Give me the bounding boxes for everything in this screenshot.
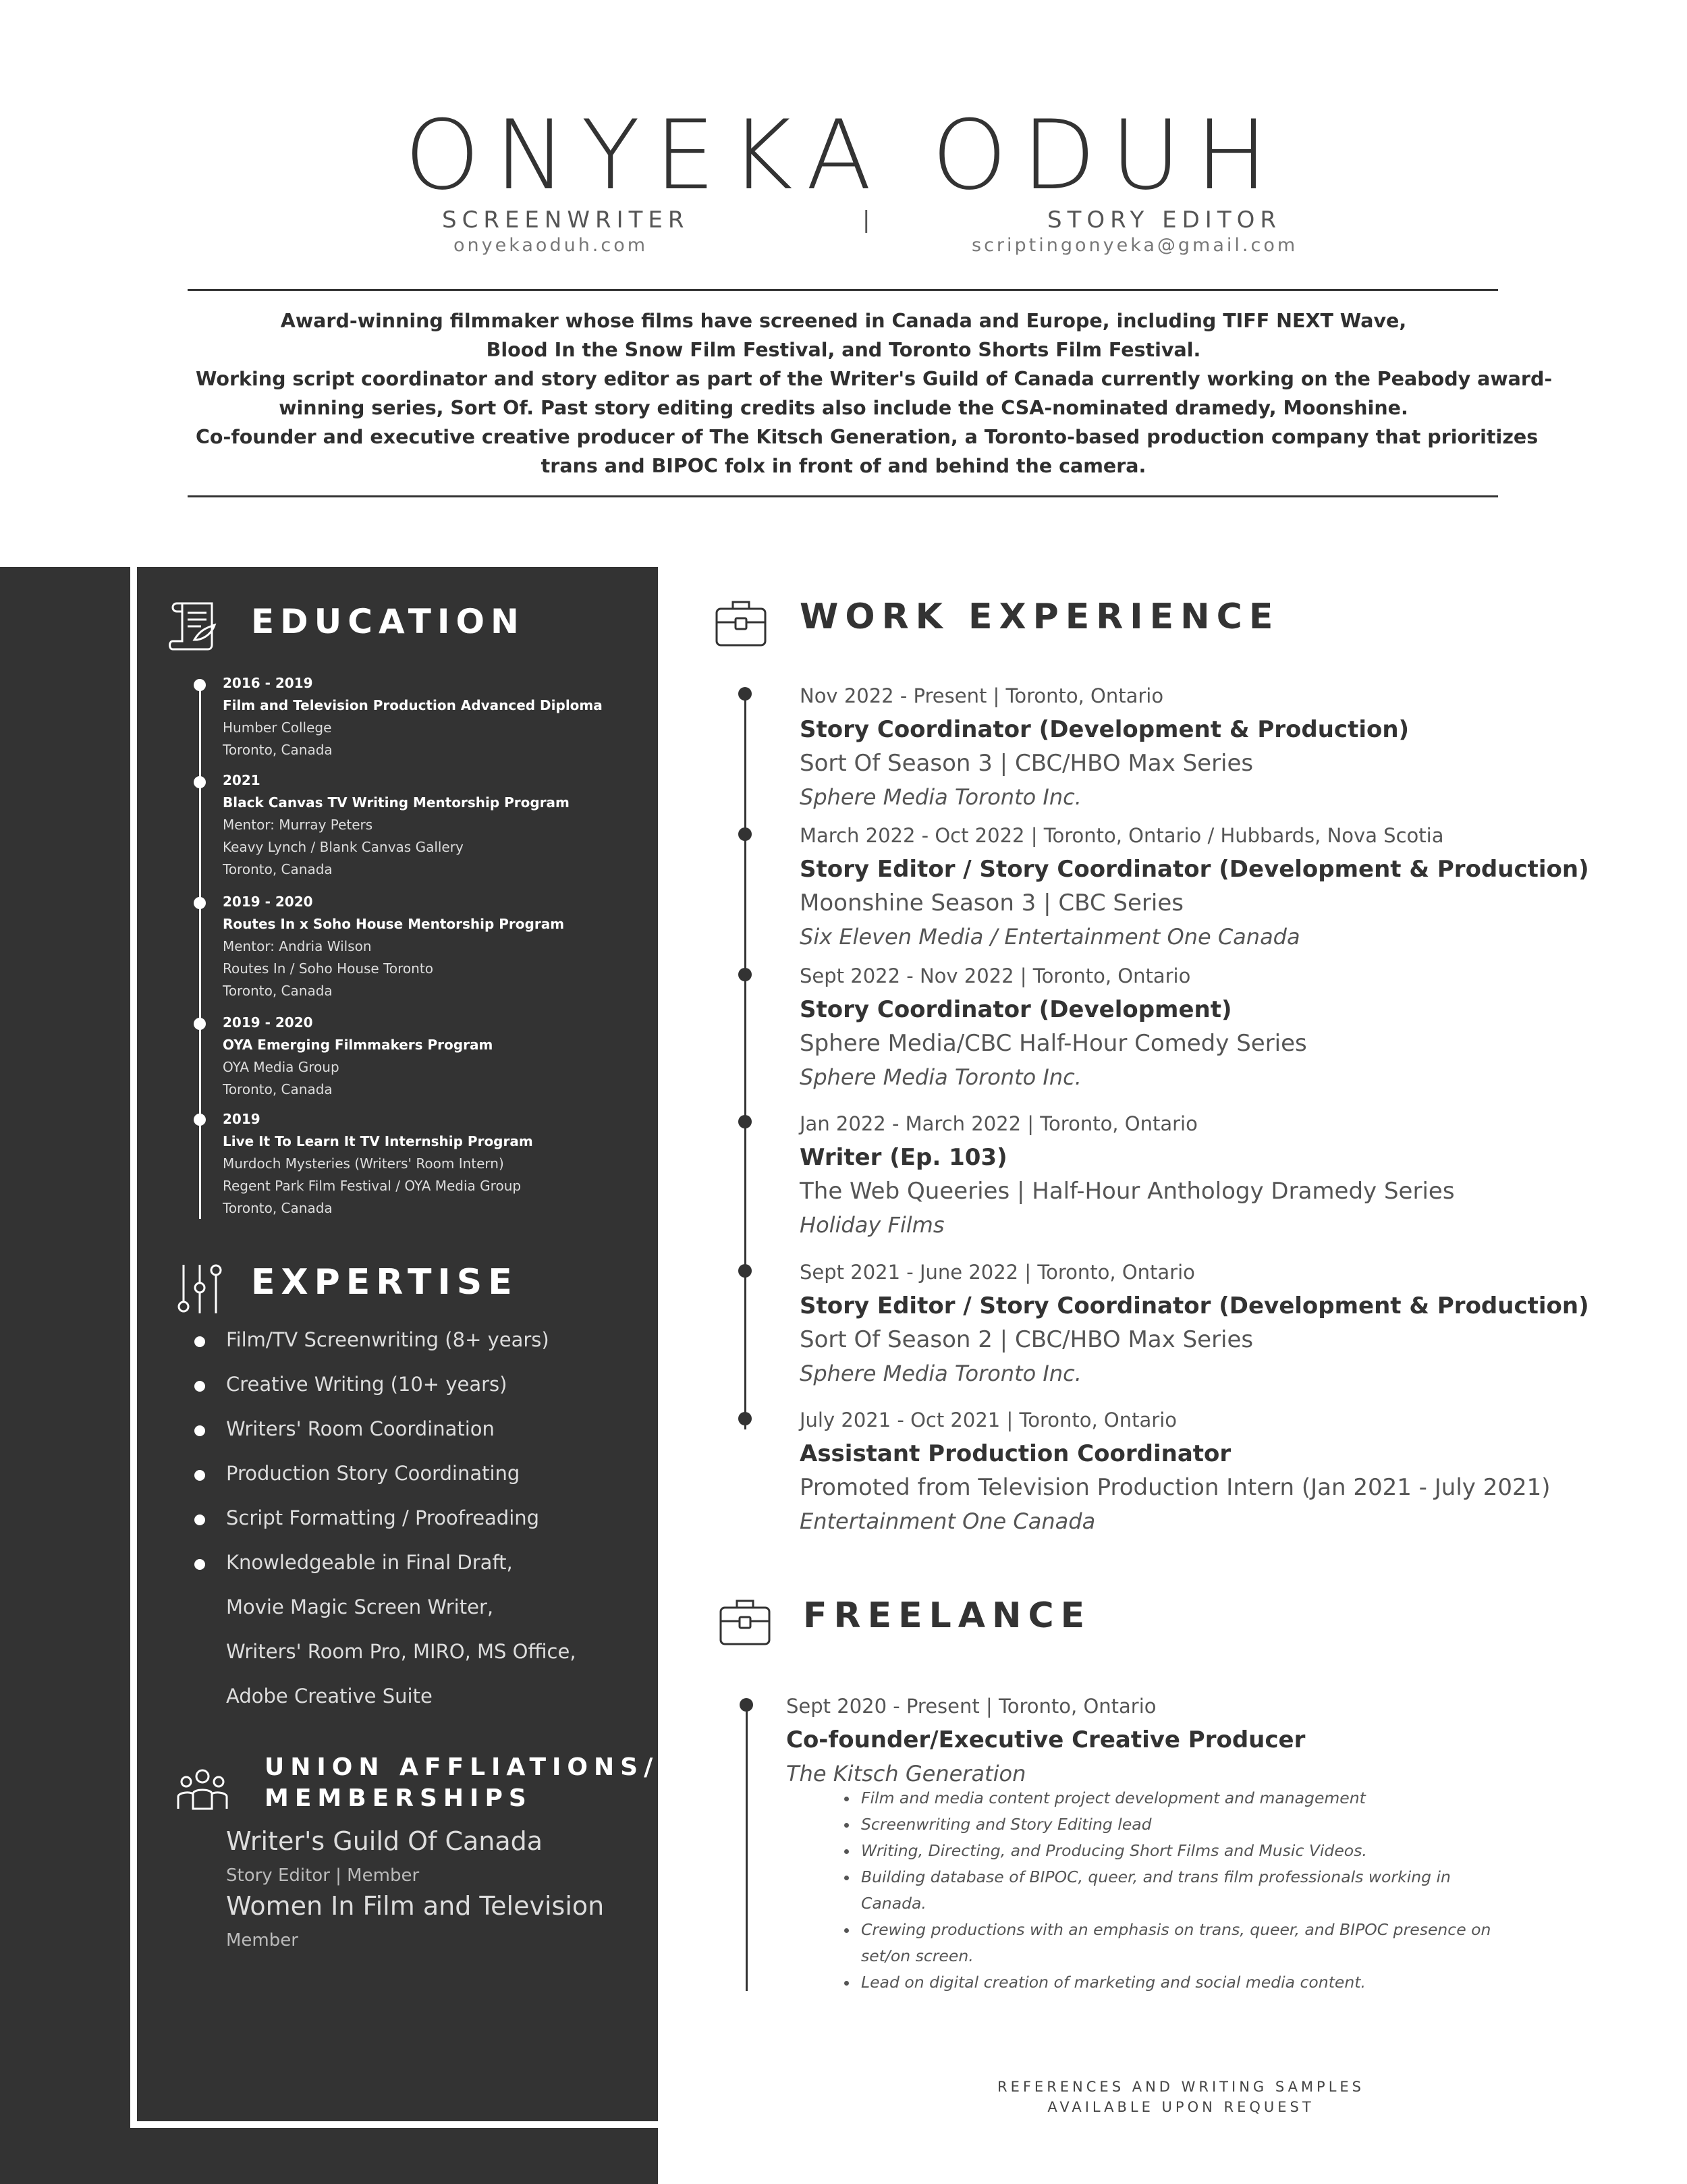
education-detail: Toronto, Canada (223, 742, 333, 758)
freelance-bullet: • Building database of BIPOC, queer, and trans film professionals working in Canada. (858, 1864, 1493, 1917)
education-title: Black Canvas TV Writing Mentorship Program (223, 794, 570, 811)
education-detail: Murdoch Mysteries (Writers' Room Intern) (223, 1155, 504, 1172)
job-entry (800, 959, 1307, 1094)
freelance-bullet: • Writing, Directing, and Producing Short Films and Music Videos. (858, 1838, 1493, 1864)
briefcase-icon (714, 598, 768, 648)
job-title: Assistant Production Coordinator (800, 1440, 1232, 1467)
timeline-dot (738, 827, 752, 841)
role-divider: | (862, 207, 870, 234)
footer-line: AVAILABLE UPON REQUEST (1047, 2099, 1315, 2115)
briefcase-icon (718, 1597, 772, 1647)
timeline-dot (738, 687, 752, 701)
job-company: Six Eleven Media / Entertainment One Canada (800, 924, 1300, 950)
education-detail: Regent Park Film Festival / OYA Media Group (223, 1178, 522, 1194)
scroll-quill-icon (167, 598, 219, 653)
email-link[interactable]: scriptingonyeka@gmail.com (972, 235, 1298, 256)
expertise-item: Creative Writing (10+ years) (226, 1373, 507, 1396)
education-entry (223, 672, 603, 761)
timeline-dot (738, 1412, 752, 1425)
summary (196, 306, 1553, 481)
job-description: The Web Queeries | Half-Hour Anthology Dramedy Series (800, 1178, 1455, 1205)
expertise-item-continued: Adobe Creative Suite (226, 1685, 433, 1708)
expertise-item-continued: Writers' Room Pro, MIRO, MS Office, (226, 1640, 576, 1663)
job-company: Entertainment One Canada (800, 1508, 1096, 1534)
work-timeline-line (744, 695, 746, 1429)
summary-line: Blood In the Snow Film Festival, and Toronto Shorts Film Festival. (486, 339, 1201, 361)
education-timeline-line (199, 682, 201, 1219)
summary-line: winning series, Sort Of. Past story editing credits also include the CSA-nominated dramedy, Moonshine. (279, 397, 1408, 419)
role-screenwriter: SCREENWRITER (442, 207, 690, 234)
job-title: Writer (Ep. 103) (800, 1144, 1007, 1171)
group-icon (177, 1768, 228, 1810)
education-heading: EDUCATION (251, 602, 525, 641)
timeline-dot (738, 1264, 752, 1278)
header-divider-bottom (188, 495, 1498, 497)
education-entry (223, 1108, 533, 1220)
unions-heading (265, 1752, 659, 1814)
freelance-company: The Kitsch Generation (786, 1761, 1026, 1786)
timeline-dot (194, 1018, 206, 1030)
education-entry (223, 891, 564, 1002)
footer-note (796, 2077, 1566, 2117)
education-entry (223, 769, 570, 881)
job-title: Story Editor / Story Coordinator (Development & Production) (800, 1292, 1589, 1319)
expertise-bullet (194, 1514, 205, 1525)
expertise-bullet (194, 1381, 205, 1392)
timeline-dot (194, 679, 206, 691)
education-years: 2019 - 2020 (223, 894, 313, 910)
job-description: Sort Of Season 3 | CBC/HBO Max Series (800, 750, 1254, 777)
freelance-bullet: • Crewing productions with an emphasis on trans, queer, and BIPOC presence on set/on screen. (858, 1917, 1493, 1969)
job-company: Sphere Media Toronto Inc. (800, 784, 1082, 810)
website-link[interactable]: onyekaoduh.com (453, 235, 648, 256)
education-detail: Toronto, Canada (223, 1200, 333, 1216)
job-dates: Nov 2022 - Present | Toronto, Ontario (800, 684, 1164, 707)
summary-line: Award-winning filmmaker whose films have screened in Canada and Europe, including TIFF NEXT Wave, (280, 310, 1407, 332)
timeline-dot (740, 1698, 753, 1712)
union-role: Story Editor | Member (226, 1865, 420, 1886)
job-entry (800, 1107, 1455, 1242)
freelance-bullet: • Screenwriting and Story Editing lead (858, 1811, 1493, 1838)
job-description: Promoted from Television Production Intern (Jan 2021 - July 2021) (800, 1474, 1551, 1501)
freelance-bullet: • Lead on digital creation of marketing and social media content. (858, 1969, 1493, 1996)
education-title: Film and Television Production Advanced Diploma (223, 697, 603, 713)
job-entry (800, 679, 1409, 814)
freelance-bullets (831, 1785, 1493, 1996)
job-company: Sphere Media Toronto Inc. (800, 1361, 1082, 1386)
job-entry (800, 1403, 1551, 1538)
job-entry (800, 819, 1589, 954)
education-detail: OYA Media Group (223, 1059, 339, 1075)
job-title: Story Editor / Story Coordinator (Development & Production) (800, 856, 1589, 883)
job-dates: July 2021 - Oct 2021 | Toronto, Ontario (800, 1409, 1178, 1431)
education-detail: Toronto, Canada (223, 861, 333, 877)
freelance-entry (786, 1689, 1305, 1791)
education-detail: Keavy Lynch / Blank Canvas Gallery (223, 839, 464, 855)
education-title: Routes In x Soho House Mentorship Program (223, 916, 565, 932)
timeline-dot (738, 1115, 752, 1128)
job-dates: Sept 2021 - June 2022 | Toronto, Ontario (800, 1261, 1195, 1284)
job-dates: March 2022 - Oct 2022 | Toronto, Ontario / Hubbards, Nova Scotia (800, 824, 1444, 847)
expertise-item: Film/TV Screenwriting (8+ years) (226, 1328, 549, 1351)
freelance-dates: Sept 2020 - Present | Toronto, Ontario (786, 1695, 1157, 1718)
unions-heading-line: UNION AFFLIATIONS/ (265, 1753, 659, 1781)
job-title: Story Coordinator (Development) (800, 996, 1232, 1023)
expertise-item: Production Story Coordinating (226, 1462, 520, 1485)
freelance-title: Co-founder/Executive Creative Producer (786, 1726, 1306, 1753)
expertise-heading: EXPERTISE (251, 1262, 518, 1303)
education-title: OYA Emerging Filmmakers Program (223, 1037, 493, 1053)
union-name: Women In Film and Television (226, 1891, 605, 1921)
job-dates: Sept 2022 - Nov 2022 | Toronto, Ontario (800, 964, 1191, 987)
work-experience-heading: WORK EXPERIENCE (800, 597, 1280, 637)
timeline-dot (194, 1114, 206, 1126)
footer-line: REFERENCES AND WRITING SAMPLES (997, 2079, 1365, 2095)
expertise-item: Writers' Room Coordination (226, 1417, 495, 1440)
expertise-item: Knowledgeable in Final Draft, (226, 1551, 513, 1574)
expertise-item-continued: Movie Magic Screen Writer, (226, 1595, 494, 1618)
job-description: Sphere Media/CBC Half-Hour Comedy Series (800, 1030, 1307, 1057)
freelance-bullet: • Film and media content project development and management (858, 1785, 1493, 1811)
unions-heading-line: MEMBERSHIPS (265, 1784, 532, 1812)
expertise-item: Script Formatting / Proofreading (226, 1506, 540, 1529)
expertise-bullet (194, 1559, 205, 1570)
timeline-dot (194, 776, 206, 788)
education-years: 2019 - 2020 (223, 1014, 313, 1031)
summary-line: Co-founder and executive creative producer of The Kitsch Generation, a Toronto-based production company that prioritizes (196, 426, 1539, 448)
job-title: Story Coordinator (Development & Production) (800, 716, 1410, 743)
education-years: 2021 (223, 772, 260, 788)
education-title: Live It To Learn It TV Internship Program (223, 1133, 533, 1149)
timeline-dot (194, 897, 206, 909)
expertise-bullet (194, 1336, 205, 1347)
education-detail: Toronto, Canada (223, 1081, 333, 1097)
summary-line: trans and BIPOC folx in front of and behind the camera. (541, 455, 1146, 477)
header-divider-top (188, 289, 1498, 291)
freelance-timeline-line (746, 1708, 748, 1991)
job-dates: Jan 2022 - March 2022 | Toronto, Ontario (800, 1112, 1198, 1135)
education-detail: Mentor: Murray Peters (223, 817, 373, 833)
role-story-editor: STORY EDITOR (1047, 207, 1281, 234)
job-entry (800, 1255, 1589, 1390)
education-detail: Toronto, Canada (223, 983, 333, 999)
education-detail: Humber College (223, 719, 332, 736)
job-description: Sort Of Season 2 | CBC/HBO Max Series (800, 1326, 1254, 1353)
job-company: Holiday Films (800, 1212, 945, 1238)
freelance-heading: FREELANCE (803, 1595, 1092, 1636)
job-description: Moonshine Season 3 | CBC Series (800, 890, 1184, 917)
sliders-icon (177, 1263, 224, 1315)
resume-name: ONYEKA ODUH (404, 100, 1283, 211)
expertise-bullet (194, 1470, 205, 1481)
expertise-bullet (194, 1425, 205, 1436)
job-company: Sphere Media Toronto Inc. (800, 1064, 1082, 1090)
summary-line: Working script coordinator and story editor as part of the Writer's Guild of Canada currently working on the Peabody award- (196, 368, 1553, 390)
education-years: 2019 (223, 1111, 260, 1127)
education-entry (223, 1012, 493, 1101)
union-name: Writer's Guild Of Canada (226, 1826, 543, 1856)
timeline-dot (738, 968, 752, 981)
education-detail: Routes In / Soho House Toronto (223, 960, 433, 977)
union-role: Member (226, 1930, 298, 1950)
education-years: 2016 - 2019 (223, 675, 313, 691)
education-detail: Mentor: Andria Wilson (223, 938, 372, 954)
